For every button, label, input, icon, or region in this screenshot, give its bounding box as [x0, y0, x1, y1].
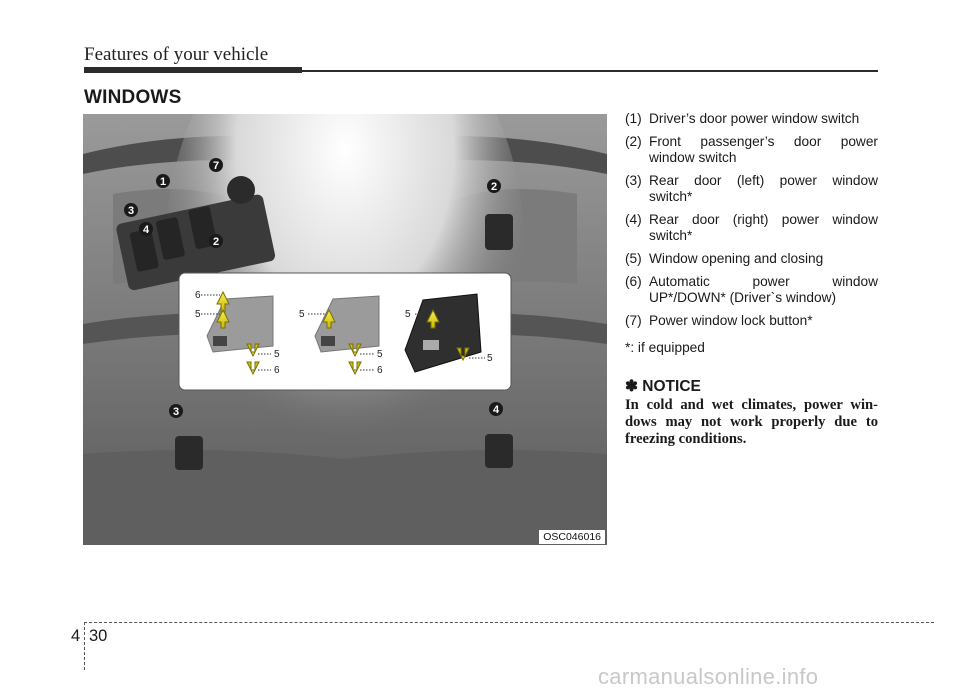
label-down-b: 5: [377, 349, 383, 360]
svg-text:7: 7: [212, 160, 220, 172]
callout-2-passenger: [487, 179, 501, 193]
svg-text:3: 3: [127, 205, 135, 217]
chapter-number: 4: [71, 627, 81, 645]
list-item: (2) Front passenger’s door power window switch: [625, 134, 878, 165]
label-down-c: 5: [487, 353, 493, 364]
figure-code: OSC046016: [539, 530, 605, 544]
list-item: (1) Driver’s door power window switch: [625, 111, 860, 126]
header-rule-accent: [84, 67, 302, 73]
header-title: Features of your vehicle: [84, 44, 269, 65]
callout-4: [139, 222, 153, 236]
label-down: 5: [274, 349, 280, 360]
window-switch-illustration: [83, 114, 607, 545]
label-up: 5: [195, 309, 201, 320]
label-auto-down: 6: [274, 365, 280, 376]
section-title: WINDOWS: [84, 87, 182, 108]
callout-2: [209, 234, 223, 248]
callout-4-rear-right: [489, 402, 503, 416]
label-up-c: 5: [405, 309, 411, 320]
footnote: *: if equipped: [625, 340, 705, 355]
label-auto-up: 6: [195, 290, 201, 301]
switch-operation-inset: [179, 273, 511, 390]
list-item: (5) Window opening and closing: [625, 251, 824, 266]
svg-text:4: 4: [492, 404, 500, 416]
notice-title: ✽ NOTICE: [625, 378, 701, 395]
svg-text:4: 4: [142, 224, 150, 236]
component-list: [625, 111, 878, 336]
list-item: (3) Rear door (left) power window switch*: [625, 173, 878, 204]
svg-text:3: 3: [172, 406, 180, 418]
footer-rule: [84, 622, 934, 623]
callout-3-rear-left: [169, 404, 183, 418]
list-item: (6) Automatic power window UP*/DOWN* (Driver`s window): [625, 274, 878, 305]
svg-text:2: 2: [212, 236, 220, 248]
svg-text:2: 2: [490, 181, 498, 193]
label-up-b: 5: [299, 309, 305, 320]
page-number-divider: [84, 622, 85, 670]
callout-1: [156, 174, 170, 188]
callout-7: [209, 158, 223, 172]
notice-body: In cold and wet climates, power win-dows may not work properly due to freezing conditions.: [625, 397, 878, 447]
svg-text:1: 1: [159, 176, 167, 188]
label-auto-down-b: 6: [377, 365, 383, 376]
page-number: 30: [89, 627, 108, 645]
callout-3: [124, 203, 138, 217]
list-item: (4) Rear door (right) power window switch*: [625, 212, 878, 243]
window-switch-figure: [83, 114, 607, 545]
list-item: (7) Power window lock button*: [625, 313, 813, 328]
watermark: carmanualsonline.info: [598, 664, 819, 689]
